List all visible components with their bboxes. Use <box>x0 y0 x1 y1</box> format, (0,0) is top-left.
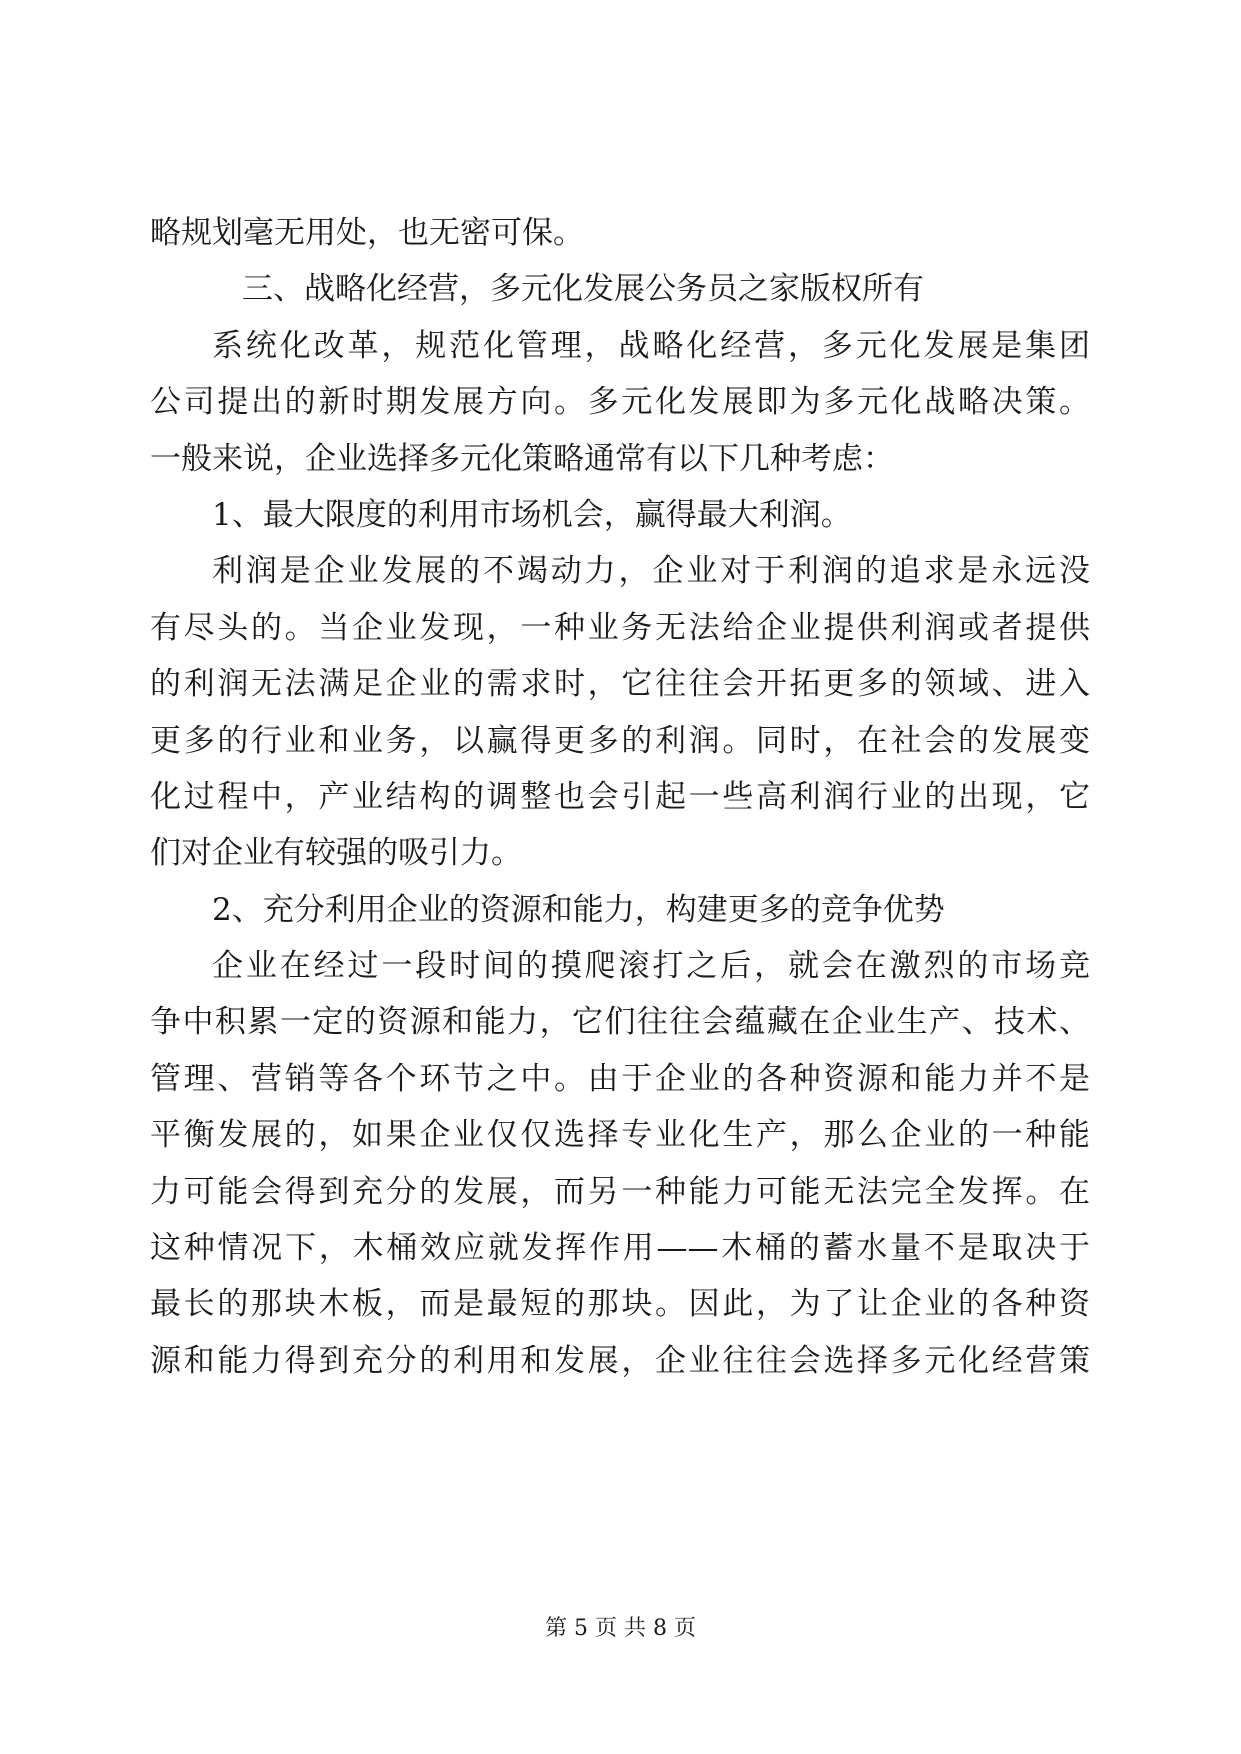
text-line: 平衡发展的，如果企业仅仅选择专业化生产，那么企业的一种能 <box>150 1117 1090 1154</box>
text-line: 一般来说，企业选择多元化策略通常有以下几种考虑： <box>150 440 894 477</box>
text-line: 争中积累一定的资源和能力，它们往往会蕴藏在企业生产、技术、 <box>150 1004 1090 1041</box>
section-heading: 三、战略化经营，多元化发展公务员之家版权所有 <box>242 271 924 308</box>
text-line: 这种情况下，木桶效应就发挥作用——木桶的蓄水量不是取决于 <box>150 1230 1090 1267</box>
document-body <box>150 205 1090 1389</box>
text-line: 企业在经过一段时间的摸爬滚打之后，就会在激烈的市场竞 <box>212 948 1090 985</box>
text-line: 2、充分利用企业的资源和能力，构建更多的竞争优势 <box>212 891 945 928</box>
text-line: 源和能力得到充分的利用和发展，企业往往会选择多元化经营策 <box>150 1342 1090 1379</box>
text-line: 们对企业有较强的吸引力。 <box>150 835 522 872</box>
text-line: 略规划毫无用处，也无密可保。 <box>150 215 584 251</box>
text-line: 化过程中，产业结构的调整也会引起一些高利润行业的出现，它 <box>150 778 1090 815</box>
text-line: 更多的行业和业务，以赢得更多的利润。同时，在社会的发展变 <box>150 722 1090 759</box>
text-line: 最长的那块木板，而是最短的那块。因此，为了让企业的各种资 <box>150 1286 1090 1323</box>
text-line: 管理、营销等各个环节之中。由于企业的各种资源和能力并不是 <box>150 1060 1090 1097</box>
text-line: 有尽头的。当企业发现，一种业务无法给企业提供利润或者提供 <box>150 609 1090 646</box>
text-line: 力可能会得到充分的发展，而另一种能力可能无法完全发挥。在 <box>150 1173 1090 1210</box>
text-line: 1、最大限度的利用市场机会，赢得最大利润。 <box>212 496 852 533</box>
text-line: 系统化改革，规范化管理，战略化经营，多元化发展是集团 <box>212 327 1090 364</box>
text-line: 的利润无法满足企业的需求时，它往往会开拓更多的领域、进入 <box>150 666 1090 703</box>
text-line: 公司提出的新时期发展方向。多元化发展即为多元化战略决策。 <box>150 384 1090 421</box>
page-footer: 第 5 页 共 8 页 <box>545 1616 696 1641</box>
text-line: 利润是企业发展的不竭动力，企业对于利润的追求是永远没 <box>212 553 1090 590</box>
